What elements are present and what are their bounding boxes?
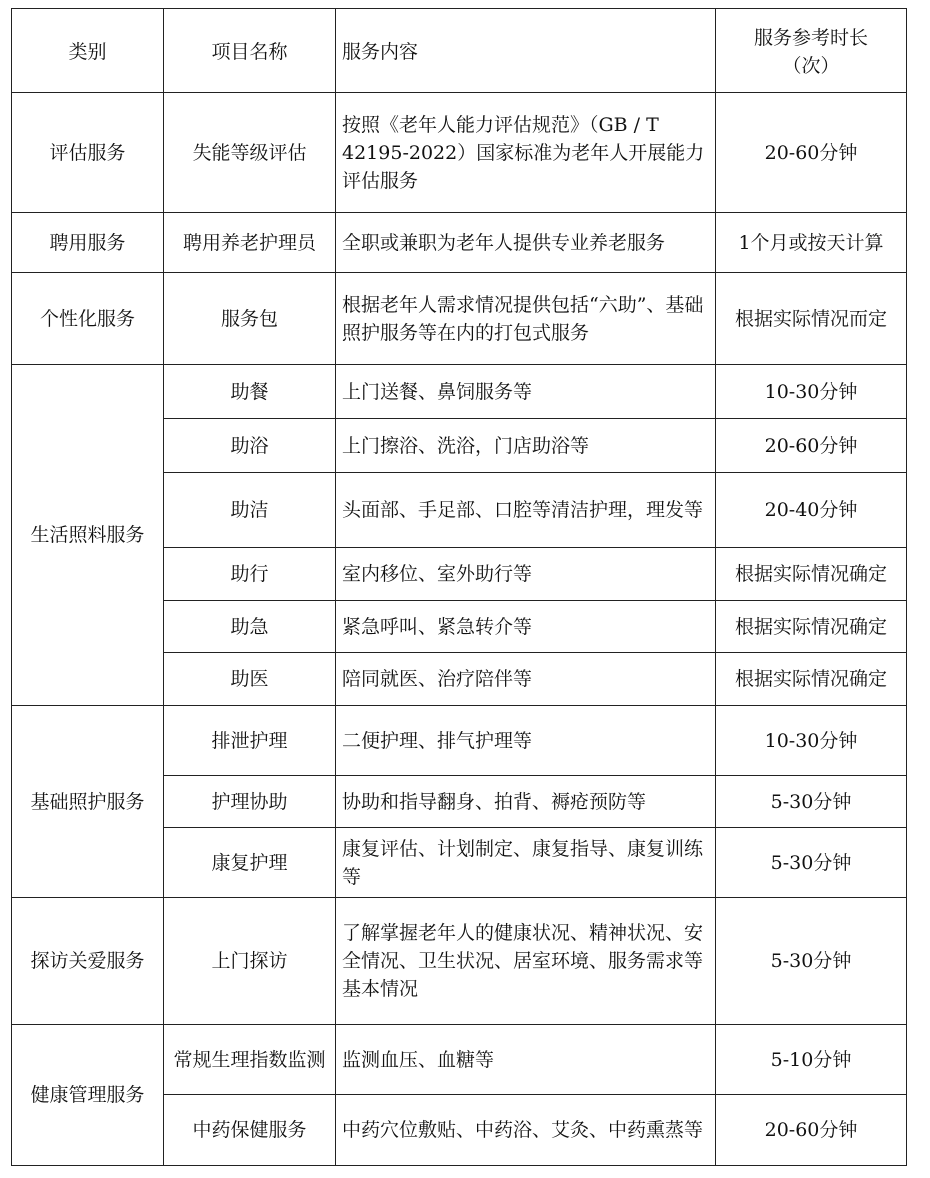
item-cell: 失能等级评估 (164, 93, 336, 213)
content-cell: 全职或兼职为老年人提供专业养老服务 (336, 213, 716, 273)
content-cell: 头面部、手足部、口腔等清洁护理，理发等 (336, 473, 716, 548)
header-duration-line1: 服务参考时长 (753, 26, 868, 49)
item-cell: 康复护理 (164, 828, 336, 898)
duration-cell: 20-60分钟 (716, 419, 907, 473)
service-table (11, 8, 907, 1166)
header-duration-line2: （次） (782, 54, 840, 77)
duration-cell: 10-30分钟 (716, 706, 907, 776)
content-cell: 中药穴位敷贴、中药浴、艾灸、中药熏蒸等 (336, 1095, 716, 1166)
content-cell: 按照《老年人能力评估规范》（GB / T 42195-2022）国家标准为老年人开展能力评估服务 (336, 93, 716, 213)
header-item: 项目名称 (164, 9, 336, 93)
table-row (12, 706, 907, 776)
duration-cell: 20-60分钟 (716, 93, 907, 213)
content-cell: 康复评估、计划制定、康复指导、康复训练等 (336, 828, 716, 898)
duration-cell: 根据实际情况确定 (716, 653, 907, 706)
duration-cell: 20-60分钟 (716, 1095, 907, 1166)
table-row (12, 273, 907, 365)
header-duration (716, 9, 907, 93)
category-cell: 健康管理服务 (12, 1025, 164, 1166)
item-cell: 护理协助 (164, 776, 336, 828)
item-cell: 聘用养老护理员 (164, 213, 336, 273)
duration-cell: 20-40分钟 (716, 473, 907, 548)
content-cell: 上门送餐、鼻饲服务等 (336, 365, 716, 419)
duration-cell: 5-30分钟 (716, 776, 907, 828)
header-content: 服务内容 (336, 9, 716, 93)
content-cell: 根据老年人需求情况提供包括“六助”、基础照护服务等在内的打包式服务 (336, 273, 716, 365)
table-row (12, 93, 907, 213)
category-cell: 探访关爱服务 (12, 898, 164, 1025)
content-cell: 了解掌握老年人的健康状况、精神状况、安全情况、卫生状况、居室环境、服务需求等基本情况 (336, 898, 716, 1025)
content-cell: 紧急呼叫、紧急转介等 (336, 601, 716, 653)
item-cell: 助浴 (164, 419, 336, 473)
table-row (12, 213, 907, 273)
item-cell: 中药保健服务 (164, 1095, 336, 1166)
category-cell: 个性化服务 (12, 273, 164, 365)
item-cell: 助医 (164, 653, 336, 706)
content-cell: 监测血压、血糖等 (336, 1025, 716, 1095)
item-cell: 助行 (164, 548, 336, 601)
item-cell: 排泄护理 (164, 706, 336, 776)
table-row (12, 365, 907, 419)
duration-cell: 10-30分钟 (716, 365, 907, 419)
duration-cell: 1个月或按天计算 (716, 213, 907, 273)
duration-cell: 5-30分钟 (716, 898, 907, 1025)
duration-cell: 根据实际情况确定 (716, 548, 907, 601)
table-header-row (12, 9, 907, 93)
duration-cell: 根据实际情况确定 (716, 601, 907, 653)
item-cell: 上门探访 (164, 898, 336, 1025)
item-cell: 服务包 (164, 273, 336, 365)
content-cell: 室内移位、室外助行等 (336, 548, 716, 601)
duration-cell: 根据实际情况而定 (716, 273, 907, 365)
item-cell: 助急 (164, 601, 336, 653)
table-row (12, 898, 907, 1025)
header-category: 类别 (12, 9, 164, 93)
item-cell: 常规生理指数监测 (164, 1025, 336, 1095)
category-cell: 生活照料服务 (12, 365, 164, 706)
duration-cell: 5-10分钟 (716, 1025, 907, 1095)
category-cell: 评估服务 (12, 93, 164, 213)
content-cell: 陪同就医、治疗陪伴等 (336, 653, 716, 706)
content-cell: 协助和指导翻身、拍背、褥疮预防等 (336, 776, 716, 828)
item-cell: 助洁 (164, 473, 336, 548)
table-row (12, 1025, 907, 1095)
content-cell: 二便护理、排气护理等 (336, 706, 716, 776)
category-cell: 聘用服务 (12, 213, 164, 273)
content-cell: 上门擦浴、洗浴，门店助浴等 (336, 419, 716, 473)
category-cell: 基础照护服务 (12, 706, 164, 898)
duration-cell: 5-30分钟 (716, 828, 907, 898)
item-cell: 助餐 (164, 365, 336, 419)
